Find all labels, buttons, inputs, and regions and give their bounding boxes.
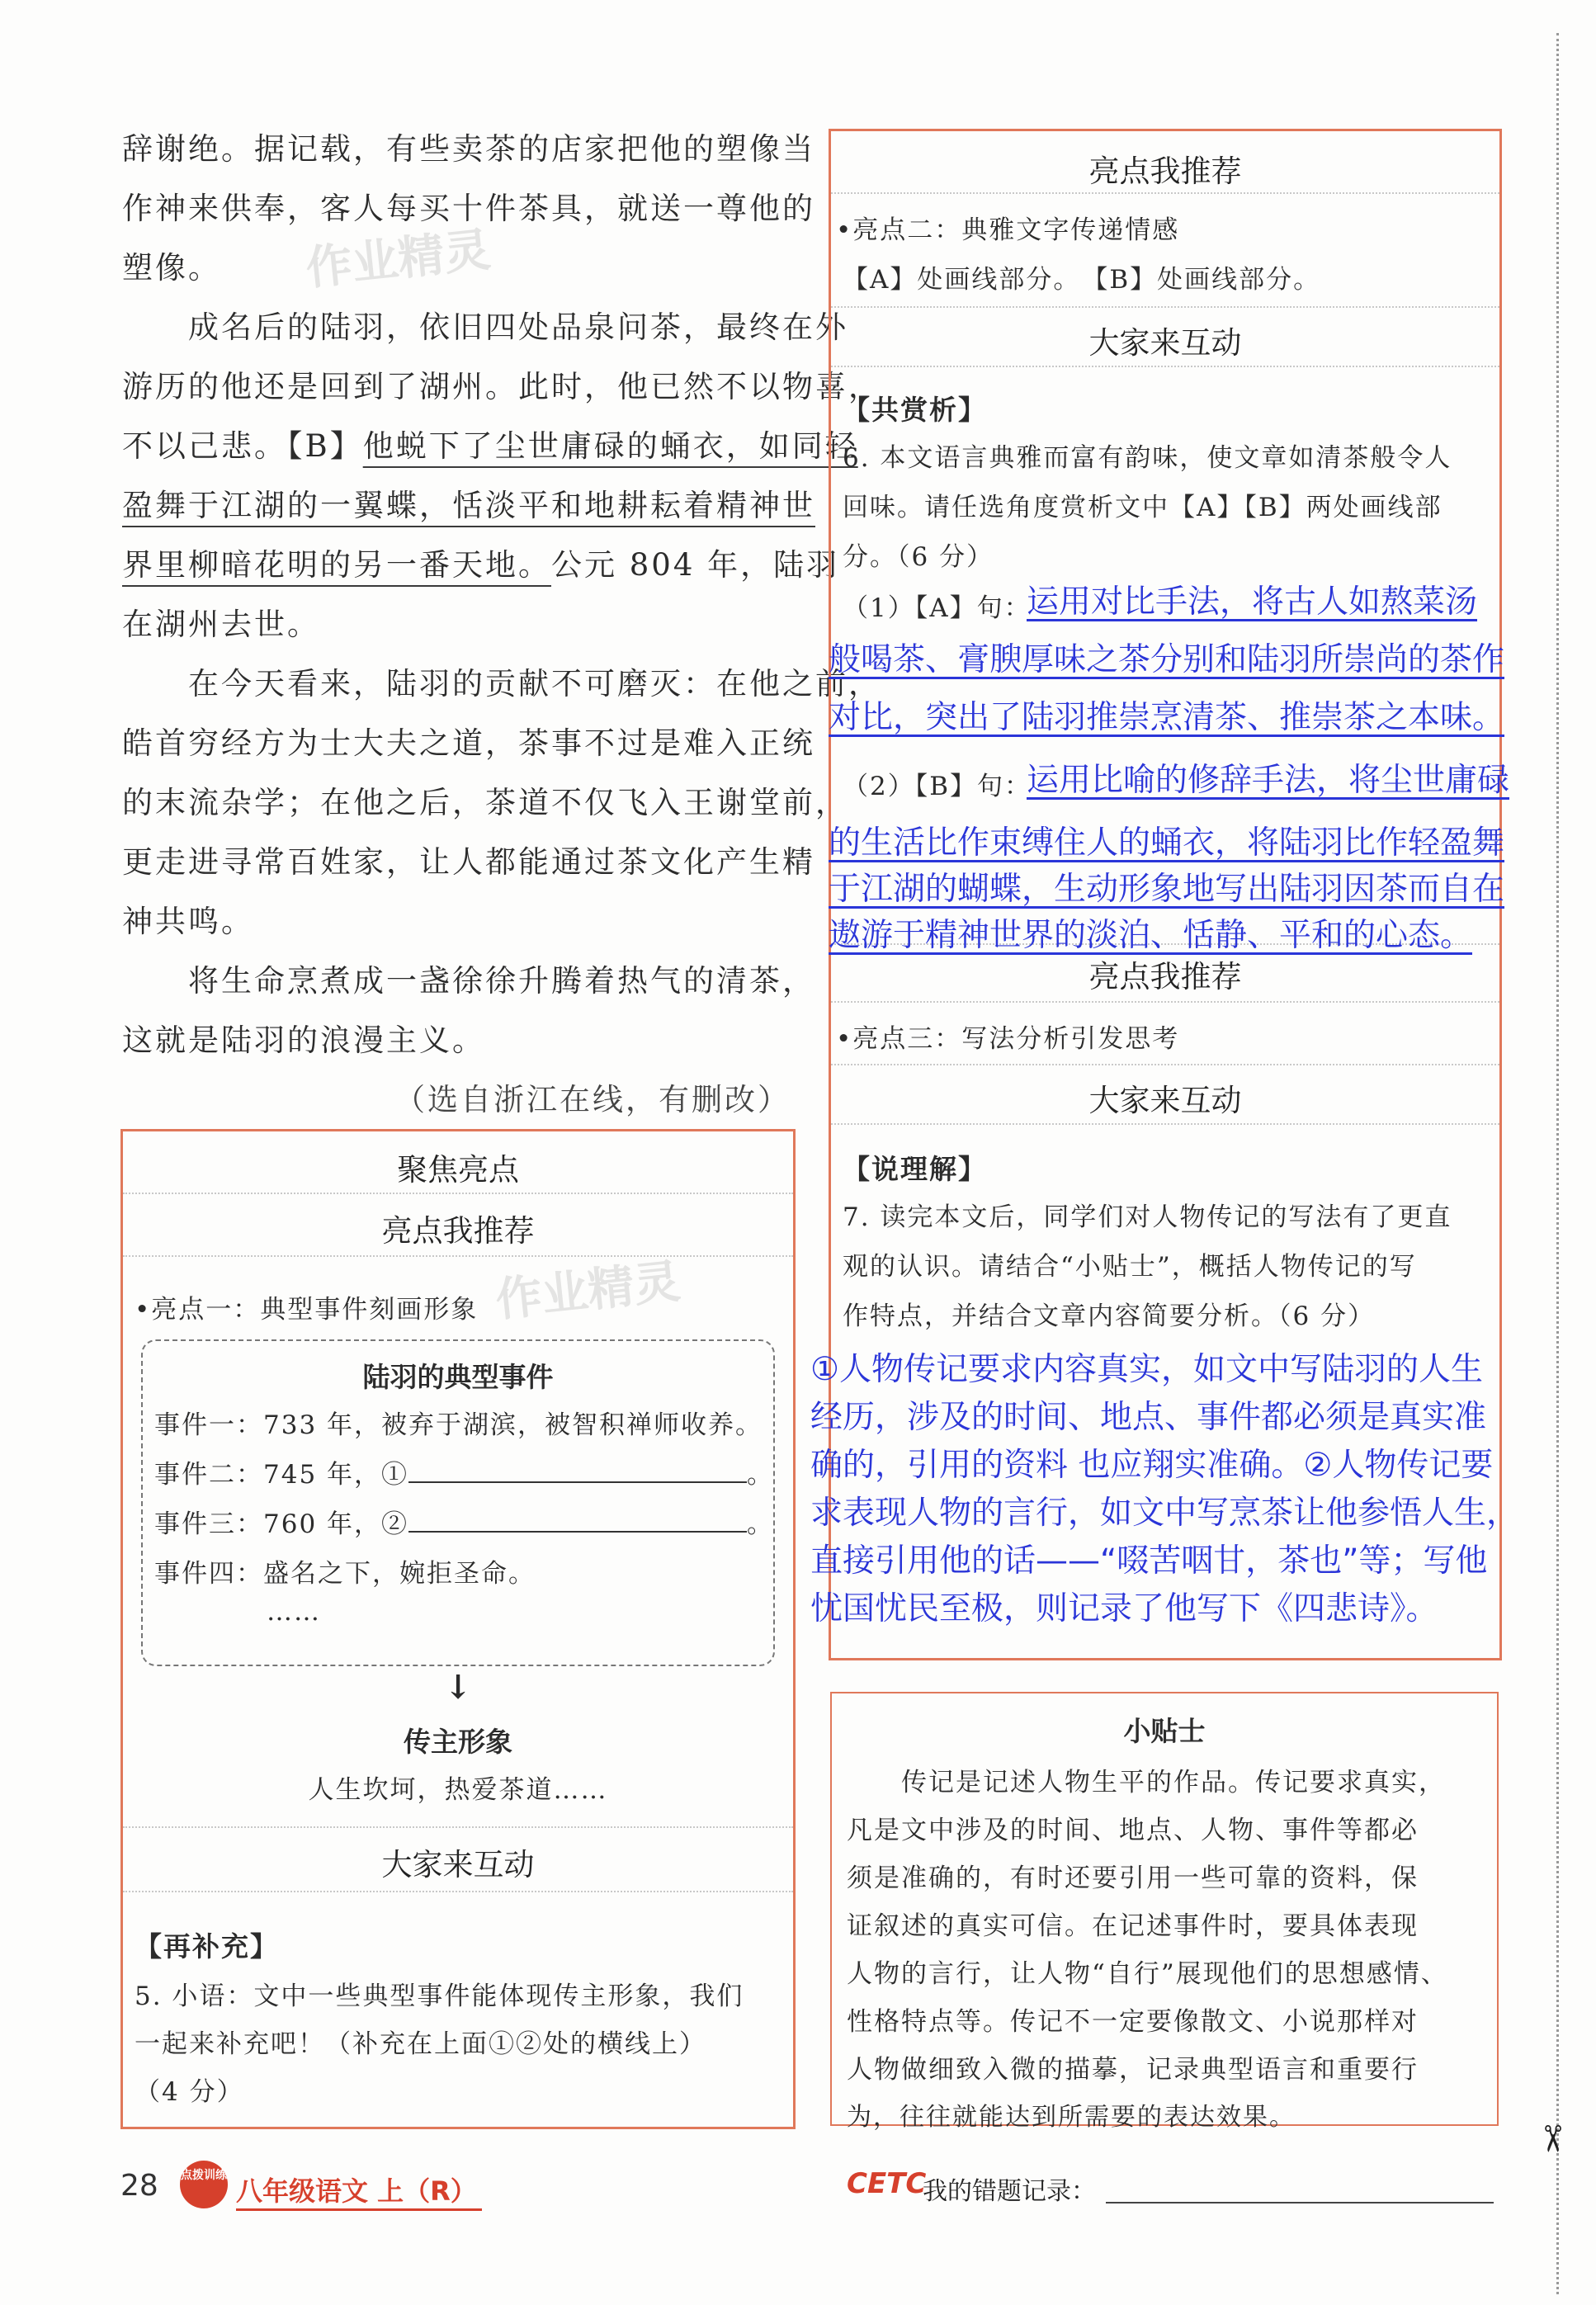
q6-line: 回味。请任选角度赏析文中【A】【B】两处画线部 (843, 493, 1443, 522)
answer-c-line: 忧国忧民至极，则记录了他写下《四悲诗》。 (810, 1590, 1438, 1627)
answer-c-line: 经历，涉及的时间、地点、事件都必须是真实准 (810, 1399, 1487, 1436)
article-line: 更走进寻常百姓家，让人都能通过茶文化产生精 (122, 844, 815, 880)
tips-title: 小贴士 (1123, 1715, 1206, 1747)
tips-line: 须是准确的，有时还要引用一些可靠的资料，保 (847, 1863, 1419, 1893)
focus-box (120, 1129, 796, 2129)
tips-line: 为，往往就能达到所需要的表达效果。 (847, 2103, 1296, 2132)
q6-line: 6. 本文语言典雅而富有韵味，使文章如清茶般令人 (843, 443, 1452, 473)
answer-a-line: 运用对比手法，将古人如熬菜汤 (1027, 583, 1478, 621)
q6-line: 分。（6 分） (843, 542, 994, 572)
q6-a-label: （1）【A】句： (843, 593, 1032, 623)
page-number: 28 (120, 2169, 158, 2203)
answer-b-line: 于江湖的蝴蝶，生动形象地写出陆羽因茶而自在 (829, 871, 1505, 908)
interact-heading: 大家来互动 (1088, 325, 1242, 361)
event-four: 事件四：盛名之下，婉拒圣命。 (154, 1559, 536, 1589)
q5-line: （4 分） (135, 2077, 244, 2107)
watermark: 作业精灵 (303, 223, 493, 296)
article-line: 游历的他还是回到了湖州。此时，他已然不以物喜， (122, 369, 881, 404)
tips-line: 人物的言行，让人物“自行”展现他们的思想感情、 (847, 1959, 1448, 1989)
point-two-ab: 【A】处画线部分。 【B】处画线部分。 (843, 265, 1321, 295)
events-panel (141, 1339, 775, 1666)
q7-line: 观的认识。请结合“小贴士”，概括人物传记的写 (843, 1252, 1417, 1282)
image-title: 传主形象 (404, 1726, 512, 1758)
article-line: 在今天看来，陆羽的贡献不可磨灭：在他之前， (122, 666, 881, 701)
article-line: 不以己悲。【B】他蜕下了尘世庸碌的蛹衣，如同轻 (122, 428, 858, 464)
point-three: •亮点三：写法分析引发思考 (836, 1024, 1180, 1054)
q7-line: 7. 读完本文后，同学们对人物传记的写法有了更直 (843, 1202, 1452, 1232)
tips-line: 人物做细致入微的描摹，记录典型语言和重要行 (847, 2055, 1419, 2085)
interact-heading: 大家来互动 (1088, 1083, 1242, 1118)
error-record-line[interactable] (1106, 2202, 1494, 2203)
article-line: 作神来供奉，客人每买十件茶具，就送一尊他的 (122, 191, 815, 226)
article-line: 神共鸣。 (122, 904, 254, 939)
supplement-tag: 【再补充】 (135, 1930, 279, 1963)
q5-line: 5. 小语：文中一些典型事件能体现传主形象，我们 (135, 1981, 744, 2011)
answer-b-line: 的生活比作束缚住人的蛹衣，将陆羽比作轻盈舞 (829, 824, 1505, 862)
watermark: 作业精灵 (493, 1254, 683, 1328)
recommend-heading: 亮点我推荐 (381, 1213, 535, 1249)
cut-line (1556, 33, 1559, 2294)
q5-line: 一起来补充吧！（补充在上面①②处的横线上） (135, 2029, 706, 2059)
event-two: 事件二：745 年，① 。 (154, 1453, 774, 1490)
underlined-b: 盈舞于江湖的一翼蝶，恬淡平和地耕耘着精神世 (122, 488, 815, 523)
point-one: •亮点一：典型事件刻画形象 (135, 1295, 479, 1325)
scissors-icon: ✂ (1530, 2123, 1573, 2154)
tips-box (830, 1692, 1499, 2132)
recommend-heading: 亮点我推荐 (1088, 154, 1242, 189)
blank-2[interactable] (408, 1506, 747, 1533)
article-line: 界里柳暗花明的另一番天地。公元 804 年，陆羽 (122, 547, 840, 583)
q6-b-label: （2）【B】句： (843, 772, 1032, 801)
answer-c-line: 求表现人物的言行，如文中写烹茶让他参悟人生， (810, 1495, 1519, 1532)
answer-a-line: 般喝茶、膏腴厚味之茶分别和陆羽所崇尚的茶作 (829, 641, 1505, 678)
brand-logo: 点拨训练 (180, 2161, 228, 2208)
tips-line: 性格特点等。传记不一定要像散文、小说那样对 (847, 2007, 1419, 2037)
interact-heading: 大家来互动 (381, 1847, 535, 1882)
error-record-label: 我的错题记录： (923, 2177, 1096, 2206)
source-note: （选自浙江在线，有删改） (394, 1082, 791, 1117)
answer-c-line: 直接引用他的话——“啜苦咽甘，茶也”等；写他 (810, 1542, 1488, 1580)
article-line: 在湖州去世。 (122, 607, 320, 642)
article-line: 这就是陆羽的浪漫主义。 (122, 1023, 485, 1058)
article-line: 塑像。 (122, 250, 221, 286)
book-title: 八年级语文 上（R） (236, 2170, 482, 2211)
tips-line: 传记是记述人物生平的作品。传记要求真实， (847, 1768, 1446, 1797)
answer-b-line: 遨游于精神世界的淡泊、恬静、平和的心态。 (829, 917, 1473, 954)
article-line: 的末流杂学；在他之后，茶道不仅飞入王谢堂前， (122, 785, 848, 820)
tips-line: 凡是文中涉及的时间、地点、人物、事件等都必 (847, 1816, 1419, 1845)
cetc-logo: CETC (847, 2167, 927, 2200)
q7-line: 作特点，并结合文章内容简要分析。（6 分） (843, 1301, 1376, 1331)
explain-tag: 【说理解】 (843, 1153, 987, 1185)
tips-line: 证叙述的真实可信。在记述事件时，要具体表现 (847, 1911, 1419, 1941)
appreciate-tag: 【共赏析】 (843, 394, 987, 426)
answer-c-line: 确的，引用的资料 也应翔实准确。②人物传记要 (810, 1447, 1494, 1484)
article-line: 辞谢绝。据记载，有些卖茶的店家把他的塑像当 (122, 131, 815, 167)
events-title: 陆羽的典型事件 (362, 1361, 554, 1393)
recommend-heading: 亮点我推荐 (1088, 959, 1242, 994)
answer-c-line: ①人物传记要求内容真实，如文中写陆羽的人生 (810, 1351, 1483, 1388)
article-line: 将生命烹煮成一盏徐徐升腾着热气的清茶， (122, 963, 815, 999)
underlined-b: 他蜕下了尘世庸碌的蛹衣，如同轻 (362, 428, 858, 464)
answer-b-line: 运用比喻的修辞手法，将尘世庸碌 (1027, 762, 1510, 799)
event-one: 事件一：733 年，被弃于湖滨，被智积禅师收养。 (154, 1410, 763, 1440)
blank-1[interactable] (408, 1457, 747, 1483)
focus-title: 聚焦亮点 (397, 1152, 519, 1188)
answer-a-line: 对比，突出了陆羽推崇烹清茶、推崇茶之本味。 (829, 699, 1505, 736)
article-line: 成名后的陆羽，依旧四处品泉问茶，最终在外 (122, 309, 848, 345)
ellipsis: …… (267, 1597, 321, 1627)
down-arrow-icon: ↓ (444, 1668, 472, 1707)
image-desc: 人生坎坷，热爱茶道…… (308, 1775, 608, 1805)
underlined-b: 界里柳暗花明的另一番天地。 (122, 547, 551, 583)
article-line: 皓首穷经方为士大夫之道，茶事不过是难入正统 (122, 725, 815, 761)
point-two: •亮点二：典雅文字传递情感 (836, 215, 1180, 245)
event-three: 事件三：760 年，② 。 (154, 1503, 774, 1540)
